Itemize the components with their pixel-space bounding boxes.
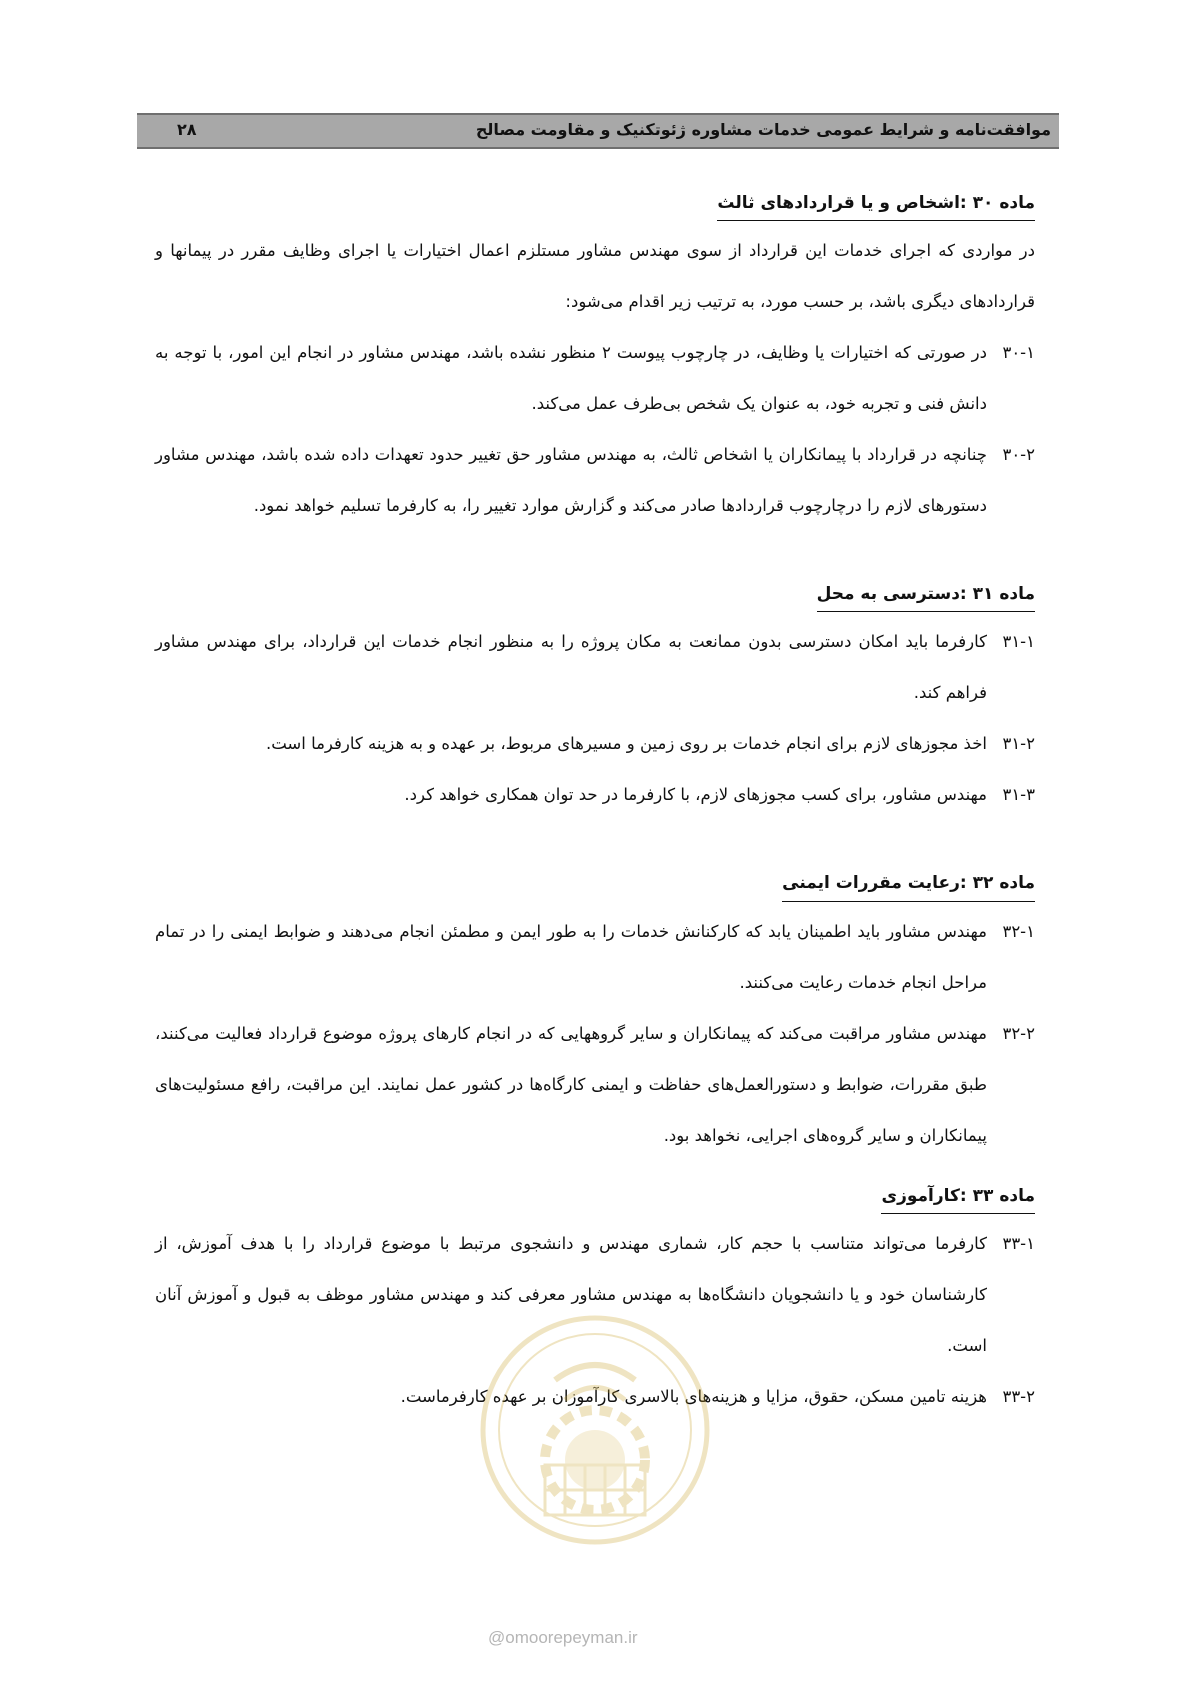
clause-text: هزینه تامین مسکن، حقوق، مزایا و هزینه‌های بالاسری کارآموزان بر عهده کارفرماست. (400, 1386, 987, 1406)
watermark-seal-icon (475, 1310, 715, 1550)
clause (155, 429, 1035, 531)
clause-number: ۳۳-۲ (1002, 1386, 1035, 1406)
page-header (137, 113, 1059, 149)
clause-text: مهندس مشاور مراقبت می‌کند که پیمانکاران و سایر گروههایی که در انجام کارهای پروژه موضوع قرارداد فعالیت می‌کنند، طبق مقررات، ضوابط و دستورالعمل‌های حفاظت و ایمنی کارگاه‌ها در کشور عمل نمایند. این مراقبت، رافع مسئولیت‌های پیمانکاران و سایر گروه‌های اجرایی، نخواهد بود. (155, 1023, 987, 1145)
clause-text: اخذ مجوزهای لازم برای انجام خدمات بر روی زمین و مسیرهای مربوط، بر عهده و به هزینه کارفرما است. (265, 734, 987, 754)
document-title: موافقت‌نامه و شرایط عمومی خدمات مشاوره ژئوتکنیک و مقاومت مصالح (475, 120, 1051, 139)
clause-number: ۳۳-۱ (1002, 1233, 1035, 1253)
clause-text: در صورتی که اختیارات یا وظایف، در چارچوب پیوست ۲ منظور نشده باشد، مهندس مشاور در انجام این امور، با توجه به دانش فنی و تجربه خود، به عنوان یک شخص بی‌طرف عمل می‌کند. (155, 343, 987, 414)
clause-number: ۳۱-۱ (1002, 632, 1035, 652)
clause-text: مهندس مشاور، برای کسب مجوزهای لازم، با کارفرما در حد توان همکاری خواهد کرد. (404, 785, 987, 805)
watermark-site: @omoorepeyman.ir (488, 1628, 638, 1647)
document-body (155, 190, 1035, 1444)
page-number: ۲۸ (177, 120, 197, 139)
clause-number: ۳۱-۳ (1002, 785, 1035, 805)
clause-number: ۳۱-۲ (1002, 734, 1035, 754)
clause-number: ۳۲-۱ (1002, 921, 1035, 941)
clause (155, 906, 1035, 1008)
article-32 (155, 870, 1035, 1160)
clause-number: ۳۲-۲ (1002, 1023, 1035, 1043)
article-title: ماده ۳۳ :کارآموزی (881, 1183, 1035, 1214)
clause (155, 327, 1035, 429)
article-30 (155, 190, 1035, 531)
article-intro: در مواردی که اجرای خدمات این قرارداد از سوی مهندس مشاور مستلزم اعمال اختیارات یا اجرای وظایف مقرر در پیمانها و قراردادهای دیگری باشد، بر حسب مورد، به ترتیب زیر اقدام می‌شود: (155, 241, 1035, 312)
article-title: ماده ۳۱ :دسترسی به محل (817, 581, 1035, 612)
article-title: ماده ۳۲ :رعایت مقررات ایمنی (782, 870, 1035, 901)
clause-text: مهندس مشاور باید اطمینان یابد که کارکنانش خدمات را به طور ایمن و مطمئن انجام می‌دهند و ضوابط ایمنی را در تمام مراحل انجام خدمات رعایت می‌کنند. (155, 921, 987, 992)
clause (155, 769, 1035, 820)
clause (155, 616, 1035, 718)
clause (155, 718, 1035, 769)
article-31 (155, 581, 1035, 820)
article-title: ماده ۳۰ :اشخاص و یا قراردادهای ثالث (717, 190, 1035, 221)
clause-text: کارفرما می‌تواند متناسب با حجم کار، شماری مهندس و دانشجوی مرتبط با موضوع قرارداد را با هدف آموزش، از کارشناسان خود و یا دانشجویان دانشگاه‌ها به مهندس مشاور معرفی کند و مهندس مشاور موظف به قبول و آموزش آنان است. (155, 1233, 987, 1355)
clause-number: ۳۰-۱ (1002, 343, 1035, 363)
clause-text: چنانچه در قرارداد با پیمانکاران یا اشخاص ثالث، به مهندس مشاور حق تغییر حدود تعهدات داده شده باشد، مهندس مشاور دستورهای لازم را درچارچوب قراردادها صادر می‌کند و گزارش موارد تغییر را، به کارفرما تسلیم خواهد نمود. (155, 445, 987, 516)
clause-number: ۳۰-۲ (1002, 445, 1035, 465)
clause-text: کارفرما باید امکان دسترسی بدون ممانعت به مکان پروژه را به منظور انجام خدمات این قرارداد، برای مهندس مشاور فراهم کند. (155, 632, 987, 703)
clause (155, 1008, 1035, 1161)
